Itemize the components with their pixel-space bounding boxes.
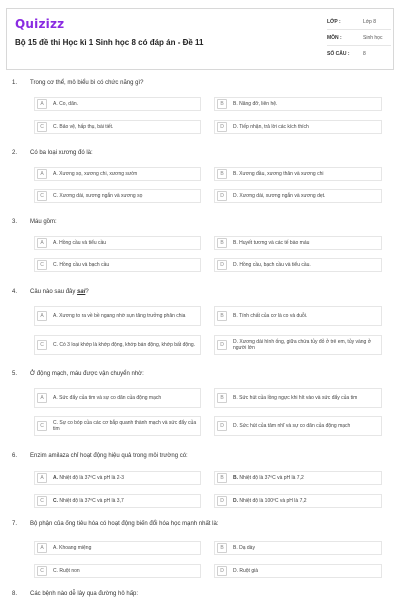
option-text: D. Ruột già xyxy=(233,567,259,574)
question-prompt: Có ba loại xương đó là: xyxy=(30,150,93,156)
option-letter-box: A xyxy=(37,311,47,321)
option-text: A. Co, dãn. xyxy=(53,100,79,107)
meta-label: LỚP : xyxy=(327,18,341,25)
quizizz-logo: Quizizz xyxy=(15,17,65,31)
option-d[interactable] xyxy=(214,416,382,436)
option-d[interactable] xyxy=(214,335,382,355)
option-text-rest: Nhiệt độ là 37ºC và pH là 2-3 xyxy=(58,474,125,481)
option-text-rest: Nhiệt độ là 37ºC và pH là 7,2 xyxy=(238,474,304,481)
option-text: B. Tính chất của cơ là co và duỗi. xyxy=(233,312,308,319)
meta-row-count xyxy=(327,46,391,62)
option-text: A. Sức đẩy của tim và sự co dãn của động mạch xyxy=(53,394,162,401)
option-letter-bold: B. xyxy=(233,474,238,481)
question-prompt: Enzim amilaza chỉ hoạt động hiệu quả trong môi trường có: xyxy=(30,453,188,459)
option-text: D. Tiếp nhận, trả lời các kích thích xyxy=(233,123,309,130)
option-letter-box: A xyxy=(37,169,47,179)
option-a[interactable] xyxy=(34,167,201,181)
option-text: A. Hồng cầu và tiểu cầu xyxy=(53,239,107,246)
option-letter-box: C xyxy=(37,122,47,132)
option-c[interactable] xyxy=(34,120,201,134)
option-letter-box: C xyxy=(37,421,47,431)
option-text-rest: Nhiệt độ là 37ºC và pH là 3,7 xyxy=(58,497,124,504)
option-text: B. Dạ dày xyxy=(233,544,255,551)
question-prompt-part: ? xyxy=(85,289,89,295)
option-letter-box: C xyxy=(37,496,47,506)
question-prompt-part: Câu nào sau đây xyxy=(30,289,78,295)
question-prompt: Các bệnh nào dễ lây qua đường hô hấp: xyxy=(30,591,139,597)
question-prompt xyxy=(30,289,370,295)
question-number: 2. xyxy=(12,150,18,156)
meta-value: Sinh học xyxy=(363,34,383,41)
option-text-rest: Nhiệt độ là 100ºC và pH là 7,2 xyxy=(238,497,307,504)
option-text xyxy=(53,498,124,504)
question-text xyxy=(12,591,370,597)
question-number: 4. xyxy=(12,289,18,295)
option-text: C. Sự co bóp của các cơ bắp quanh thành mạch và sức đẩy của tim xyxy=(53,419,197,432)
option-d[interactable] xyxy=(214,494,382,508)
option-text: B. Xương đầu, xương thân và xương chi xyxy=(233,170,324,177)
option-letter-box: D xyxy=(217,122,227,132)
option-text: A. Xương to ra về bề ngang nhờ sụn tăng trưởng phân chia xyxy=(53,312,186,319)
option-b[interactable] xyxy=(214,388,382,408)
option-letter-box: A xyxy=(37,473,47,483)
meta-table xyxy=(327,14,391,62)
option-letter-box: A xyxy=(37,238,47,248)
option-letter-box: B xyxy=(217,169,227,179)
option-text: B. Sức hút của lồng ngực khi hít vào và sức đẩy của tim xyxy=(233,394,358,401)
option-text xyxy=(233,498,307,504)
option-a[interactable] xyxy=(34,388,201,408)
option-letter-box: C xyxy=(37,191,47,201)
question-text xyxy=(12,453,370,459)
option-c[interactable] xyxy=(34,494,201,508)
option-text xyxy=(233,475,304,481)
question-text xyxy=(12,521,370,527)
option-d[interactable] xyxy=(214,564,382,578)
option-c[interactable] xyxy=(34,564,201,578)
option-text: C. Xương dài, xương ngắn và xương sọ xyxy=(53,192,143,199)
option-letter-box: B xyxy=(217,473,227,483)
option-c[interactable] xyxy=(34,335,201,355)
option-text: C. Hồng cầu và bạch cầu xyxy=(53,261,110,268)
option-text: C. Bảo vệ, hấp thụ, bài tiết. xyxy=(53,123,114,130)
question-text xyxy=(12,289,370,295)
option-text: D. Sức hút của tâm nhĩ và sự co dãn của động mạch xyxy=(233,422,351,429)
emphasized-word: sai xyxy=(77,289,86,295)
option-text xyxy=(53,475,124,481)
option-a[interactable] xyxy=(34,236,201,250)
option-letter-bold: D. xyxy=(233,497,238,504)
option-letter-box: D xyxy=(217,340,227,350)
question-prompt: Trong cơ thể, mô biểu bì có chức năng gì? xyxy=(30,80,144,86)
option-letter-box: A xyxy=(37,99,47,109)
question-number: 7. xyxy=(12,521,18,527)
option-text: C. Có 3 loại khớp là khớp động, khớp bán động, khớp bất động. xyxy=(53,341,196,348)
option-text: A. Khoang miệng xyxy=(53,544,92,551)
question-text xyxy=(12,219,370,225)
option-d[interactable] xyxy=(214,120,382,134)
meta-value: Lớp 8 xyxy=(363,18,377,25)
option-letter-bold: C. xyxy=(53,497,58,504)
option-letter-box: B xyxy=(217,393,227,403)
worksheet-header xyxy=(6,8,394,70)
option-letter-box: C xyxy=(37,260,47,270)
option-letter-box: B xyxy=(217,543,227,553)
question-prompt: Bộ phận của ống tiêu hóa có hoạt động biến đổi hóa học mạnh nhất là: xyxy=(30,521,219,527)
option-letter-box: D xyxy=(217,421,227,431)
option-text: D. Xương dài, xương ngắn và xương dẹt. xyxy=(233,192,326,199)
option-letter-box: A xyxy=(37,543,47,553)
option-letter-box: A xyxy=(37,393,47,403)
option-a[interactable] xyxy=(34,97,201,111)
meta-label: MÔN : xyxy=(327,34,342,41)
option-text: D. Xương dài hình ống, giữa chứa tủy đỏ ở trẻ em, tủy vàng ở người lớn xyxy=(233,338,372,351)
option-letter-box: C xyxy=(37,566,47,576)
option-b[interactable] xyxy=(214,236,382,250)
question-number: 5. xyxy=(12,371,18,377)
option-letter-bold: A. xyxy=(53,474,58,481)
option-text: B. Huyết tương và các tế bào máu xyxy=(233,239,310,246)
meta-value: 8 xyxy=(363,51,366,57)
option-b[interactable] xyxy=(214,167,382,181)
option-b[interactable] xyxy=(214,471,382,485)
meta-row-class xyxy=(327,14,391,30)
option-letter-box: D xyxy=(217,496,227,506)
question-text xyxy=(12,80,370,86)
option-b[interactable] xyxy=(214,97,382,111)
option-d[interactable] xyxy=(214,189,382,203)
meta-label: SỐ CÂU : xyxy=(327,51,350,57)
question-number: 6. xyxy=(12,453,18,459)
option-letter-box: D xyxy=(217,260,227,270)
question-number: 8. xyxy=(12,591,18,597)
option-text: C. Ruột non xyxy=(53,567,80,574)
option-d[interactable] xyxy=(214,258,382,272)
option-text: A. Xương sọ, xương chi, xương sườn xyxy=(53,170,138,177)
option-letter-box: D xyxy=(217,191,227,201)
option-letter-box: D xyxy=(217,566,227,576)
option-letter-box: B xyxy=(217,311,227,321)
page-title: Bộ 15 đề thi Học kì 1 Sinh học 8 có đáp án - Đề 11 xyxy=(15,38,204,47)
option-c[interactable] xyxy=(34,189,201,203)
option-c[interactable] xyxy=(34,416,201,436)
question-number: 3. xyxy=(12,219,18,225)
option-text: D. Hồng cầu, bạch cầu và tiểu cầu. xyxy=(233,261,311,268)
question-text xyxy=(12,150,370,156)
option-b[interactable] xyxy=(214,306,382,326)
option-letter-box: B xyxy=(217,99,227,109)
option-letter-box: B xyxy=(217,238,227,248)
option-text: B. Nâng đỡ, liên hệ. xyxy=(233,100,278,107)
question-number: 1. xyxy=(12,80,18,86)
question-text xyxy=(12,371,370,377)
option-a[interactable] xyxy=(34,541,201,555)
question-prompt: Ở động mạch, máu được vận chuyển nhờ: xyxy=(30,371,144,377)
option-a[interactable] xyxy=(34,471,201,485)
option-a[interactable] xyxy=(34,306,201,326)
option-b[interactable] xyxy=(214,541,382,555)
question-prompt: Máu gồm: xyxy=(30,219,57,225)
option-c[interactable] xyxy=(34,258,201,272)
option-letter-box: C xyxy=(37,340,47,350)
meta-row-subject xyxy=(327,30,391,46)
